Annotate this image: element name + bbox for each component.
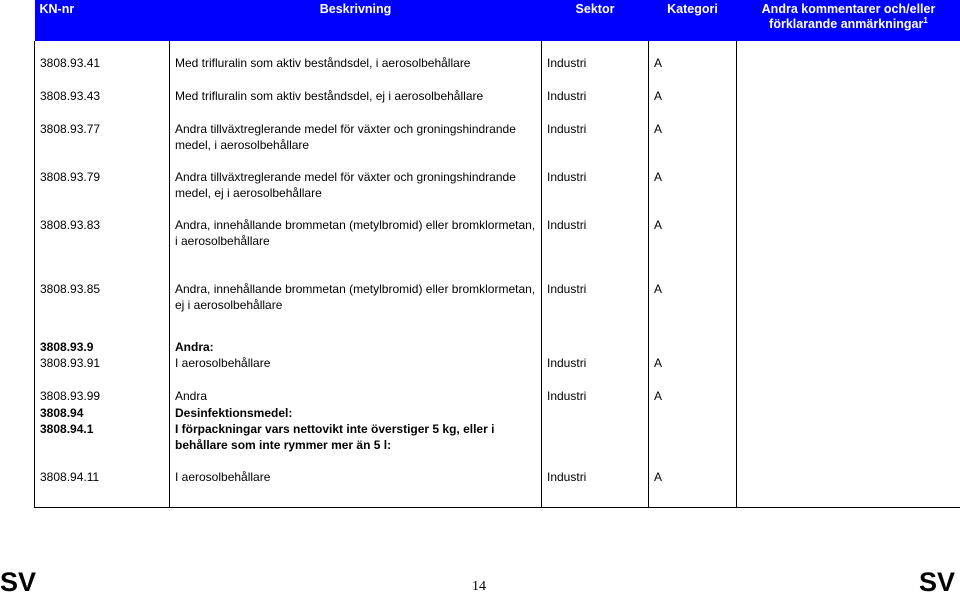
language-code-right: SV	[919, 567, 955, 598]
comment-cell	[737, 469, 960, 508]
description-cell: Andra, innehållande brommetan (metylbromid) eller bromklormetan, i aerosolbehållare	[170, 217, 542, 281]
comment-cell	[737, 217, 960, 281]
kategori-cell: A	[649, 121, 737, 169]
description-cell: Med trifluralin som aktiv beståndsdel, ej i aerosolbehållare	[170, 88, 542, 121]
comment-cell	[737, 421, 960, 469]
header-kommentarer-text: Andra kommentarer och/eller förklarande anmärkningar	[762, 2, 936, 31]
description-cell: I aerosolbehållare	[170, 469, 542, 508]
description-cell: Andra, innehållande brommetan (metylbromid) eller bromklormetan, ej i aerosolbehållare	[170, 281, 542, 339]
kn-cell: 3808.93.79	[35, 169, 170, 217]
kategori-cell: A	[649, 88, 737, 121]
table-row	[35, 405, 960, 421]
sektor-cell	[542, 405, 649, 421]
description-cell: Desinfektionsmedel:	[170, 405, 542, 421]
description-cell: Andra tillväxtreglerande medel för växter och groningshindrande medel, i aerosolbehållare	[170, 121, 542, 169]
footnote-marker: 1	[923, 16, 927, 25]
kategori-cell: A	[649, 355, 737, 388]
kn-cell: 3808.93.41	[35, 41, 170, 88]
description-cell: Andra	[170, 388, 542, 405]
table-row	[35, 355, 960, 388]
comment-cell	[737, 41, 960, 88]
table-row	[35, 281, 960, 339]
sektor-cell: Industri	[542, 121, 649, 169]
kategori-cell: A	[649, 388, 737, 405]
header-row	[35, 0, 960, 41]
header-kommentarer	[737, 0, 960, 41]
description-cell: I aerosolbehållare	[170, 355, 542, 388]
kn-cell: 3808.93.91	[35, 355, 170, 388]
description-cell: Andra:	[170, 339, 542, 355]
sektor-cell: Industri	[542, 469, 649, 508]
comment-cell	[737, 339, 960, 355]
kategori-cell: A	[649, 217, 737, 281]
sektor-cell: Industri	[542, 281, 649, 339]
description-cell: Med trifluralin som aktiv beståndsdel, i aerosolbehållare	[170, 41, 542, 88]
header-sektor: Sektor	[542, 0, 649, 41]
table-row	[35, 421, 960, 469]
tariff-table	[34, 0, 960, 508]
table-row	[35, 339, 960, 355]
language-code-left: SV	[0, 567, 36, 598]
kategori-cell	[649, 339, 737, 355]
sektor-cell: Industri	[542, 388, 649, 405]
kategori-cell: A	[649, 469, 737, 508]
table-row	[35, 41, 960, 88]
kn-cell: 3808.93.43	[35, 88, 170, 121]
table-row	[35, 388, 960, 405]
table-row	[35, 217, 960, 281]
header-kn-nr: KN-nr	[35, 0, 170, 41]
kn-cell: 3808.94.1	[35, 421, 170, 469]
sektor-cell	[542, 339, 649, 355]
table-row	[35, 121, 960, 169]
description-cell: I förpackningar vars nettovikt inte överstiger 5 kg, eller i behållare som inte rymmer mer än 5 l:	[170, 421, 542, 469]
kategori-cell	[649, 405, 737, 421]
comment-cell	[737, 121, 960, 169]
header-kategori: Kategori	[649, 0, 737, 41]
page-number: 14	[472, 579, 486, 595]
comment-cell	[737, 88, 960, 121]
table-row	[35, 88, 960, 121]
comment-cell	[737, 405, 960, 421]
kn-cell: 3808.93.9	[35, 339, 170, 355]
kategori-cell: A	[649, 281, 737, 339]
kategori-cell: A	[649, 169, 737, 217]
kn-cell: 3808.94.11	[35, 469, 170, 508]
kategori-cell	[649, 421, 737, 469]
sektor-cell: Industri	[542, 355, 649, 388]
header-beskrivning: Beskrivning	[170, 0, 542, 41]
sektor-cell	[542, 421, 649, 469]
kn-cell: 3808.93.77	[35, 121, 170, 169]
table-row	[35, 169, 960, 217]
kategori-cell: A	[649, 41, 737, 88]
kn-cell: 3808.94	[35, 405, 170, 421]
sektor-cell: Industri	[542, 41, 649, 88]
comment-cell	[737, 388, 960, 405]
sektor-cell: Industri	[542, 88, 649, 121]
description-cell: Andra tillväxtreglerande medel för växter och groningshindrande medel, ej i aerosolbehållare	[170, 169, 542, 217]
kn-cell: 3808.93.99	[35, 388, 170, 405]
table-row	[35, 469, 960, 508]
sektor-cell: Industri	[542, 217, 649, 281]
comment-cell	[737, 355, 960, 388]
kn-cell: 3808.93.85	[35, 281, 170, 339]
comment-cell	[737, 281, 960, 339]
comment-cell	[737, 169, 960, 217]
kn-cell: 3808.93.83	[35, 217, 170, 281]
sektor-cell: Industri	[542, 169, 649, 217]
